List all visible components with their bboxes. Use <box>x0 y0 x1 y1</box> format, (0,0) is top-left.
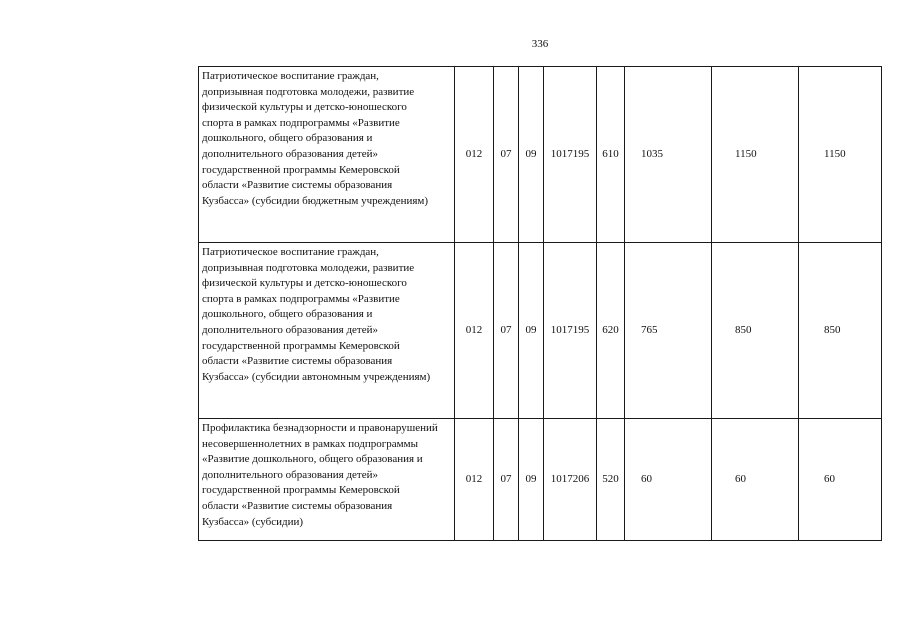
amount-1-cell: 1035 <box>625 67 712 243</box>
subsection-code-cell: 09 <box>519 419 544 541</box>
row-description: Профилактика безнадзорности и правонарушений несовершеннолетних в рамках подпрограммы «Развитие дошкольного, общего образования и дополнительного образования детей» государственной программы Кемеровской области «Развитие системы образования Кузбасса» (субсидии) <box>199 419 455 541</box>
row-description: Патриотическое воспитание граждан, допризывная подготовка молодежи, развитие физической культуры и детско-юношеского спорта в рамках подпрограммы «Развитие дошкольного, общего образования и дополнительного образования детей» государственной программы Кемеровской области «Развитие системы образования Кузбасса» (субсидии автономным учреждениям) <box>199 243 455 419</box>
ministry-code-cell: 012 <box>455 67 494 243</box>
amount-3-cell: 850 <box>799 243 882 419</box>
ministry-code-cell: 012 <box>455 243 494 419</box>
amount-1-cell: 60 <box>625 419 712 541</box>
amount-2-cell: 850 <box>712 243 799 419</box>
section-code-cell: 07 <box>494 243 519 419</box>
budget-table <box>198 66 882 541</box>
amount-2-cell: 60 <box>712 419 799 541</box>
table-row <box>199 67 882 243</box>
target-article-cell: 1017195 <box>544 67 597 243</box>
amount-1-cell: 765 <box>625 243 712 419</box>
section-code-cell: 07 <box>494 67 519 243</box>
section-code-cell: 07 <box>494 419 519 541</box>
target-article-cell: 1017195 <box>544 243 597 419</box>
row-description: Патриотическое воспитание граждан, допризывная подготовка молодежи, развитие физической культуры и детско-юношеского спорта в рамках подпрограммы «Развитие дошкольного, общего образования и дополнительного образования детей» государственной программы Кемеровской области «Развитие системы образования Кузбасса» (субсидии бюджетным учреждениям) <box>199 67 455 243</box>
expense-type-cell: 520 <box>597 419 625 541</box>
amount-2-cell: 1150 <box>712 67 799 243</box>
table-row <box>199 419 882 541</box>
amount-3-cell: 1150 <box>799 67 882 243</box>
target-article-cell: 1017206 <box>544 419 597 541</box>
amount-3-cell: 60 <box>799 419 882 541</box>
ministry-code-cell: 012 <box>455 419 494 541</box>
expense-type-cell: 620 <box>597 243 625 419</box>
table-row <box>199 243 882 419</box>
page-number: 336 <box>531 38 549 50</box>
expense-type-cell: 610 <box>597 67 625 243</box>
subsection-code-cell: 09 <box>519 67 544 243</box>
subsection-code-cell: 09 <box>519 243 544 419</box>
